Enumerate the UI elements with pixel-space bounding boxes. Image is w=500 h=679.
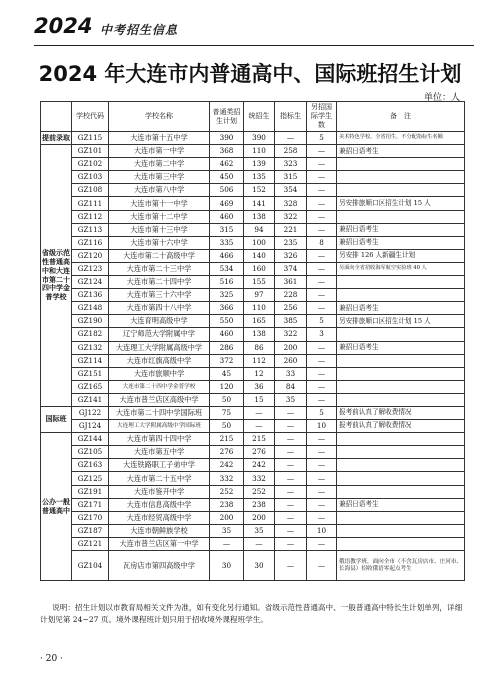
running-header	[34, 14, 474, 46]
general-cell: 534	[210, 262, 244, 275]
unified-cell: 276	[244, 446, 275, 459]
code-cell: GZ108	[72, 184, 109, 197]
intl-cell: —	[307, 158, 337, 171]
name-cell: 大连理工大学附属高级中学国际班	[109, 420, 210, 433]
intl-cell: —	[307, 393, 337, 406]
note-cell: 报考前认真了解收费情况	[337, 420, 465, 433]
general-cell: 238	[210, 498, 244, 511]
code-cell: GZ182	[72, 328, 109, 341]
general-cell: 50	[210, 393, 244, 406]
intl-cell: —	[307, 459, 337, 472]
quota-cell: 33	[275, 367, 307, 380]
name-cell: 大连市第十六中学	[109, 236, 210, 249]
table-row	[41, 171, 465, 184]
table-header-row	[41, 102, 465, 132]
table-row	[41, 446, 465, 459]
intl-cell: —	[307, 262, 337, 275]
note-cell: 另安排 126 人新疆生计划	[337, 249, 465, 262]
header-code: 学校代码	[72, 102, 109, 132]
category-cell: 公办一般普通高中	[41, 433, 72, 581]
note-cell: 俄语教学班，面向全市（不含瓦房店市、庄河市、长海县）招收俄语零起点考生	[337, 551, 465, 581]
general-cell: 120	[210, 380, 244, 393]
general-cell: 332	[210, 472, 244, 485]
general-cell: 516	[210, 276, 244, 289]
page-title: 2024 年大连市内普通高中、国际班招生计划	[38, 62, 462, 86]
unified-cell: 139	[244, 158, 275, 171]
intl-cell: —	[307, 354, 337, 367]
code-cell: GZ123	[72, 262, 109, 275]
unified-cell: 86	[244, 341, 275, 354]
code-cell: GZ132	[72, 341, 109, 354]
quota-cell: 221	[275, 223, 307, 236]
quota-cell: —	[275, 537, 307, 550]
intl-cell: —	[307, 249, 337, 262]
table-row	[41, 315, 465, 328]
note-cell: 报考前认真了解收费情况	[337, 406, 465, 419]
intl-cell: —	[307, 537, 337, 550]
unified-cell: 36	[244, 380, 275, 393]
name-cell: 大连市第十五中学	[109, 132, 210, 145]
intl-cell: —	[307, 197, 337, 210]
unified-cell: 15	[244, 393, 275, 406]
intl-cell: —	[307, 433, 337, 446]
note-cell	[337, 485, 465, 498]
quota-cell: —	[275, 420, 307, 433]
unified-cell: 140	[244, 249, 275, 262]
table-row	[41, 420, 465, 433]
unified-cell: 160	[244, 262, 275, 275]
name-cell: 大连育明高级中学	[109, 315, 210, 328]
quota-cell: 260	[275, 354, 307, 367]
table-row	[41, 511, 465, 524]
table-row	[41, 145, 465, 158]
note-cell	[337, 433, 465, 446]
name-cell: 大连市第五中学	[109, 446, 210, 459]
name-cell: 大连理工大学附属高级中学	[109, 341, 210, 354]
note-cell	[337, 158, 465, 171]
intl-cell: —	[307, 551, 337, 581]
general-cell: 252	[210, 485, 244, 498]
note-cell	[337, 446, 465, 459]
unified-cell: 200	[244, 511, 275, 524]
code-cell: GZ101	[72, 145, 109, 158]
note-cell: 另面向全省招收海军航空实验班 40 人	[337, 262, 465, 275]
code-cell: GZ103	[72, 171, 109, 184]
table-row	[41, 262, 465, 275]
intl-cell: —	[307, 485, 337, 498]
name-cell: 大连市第二十高级中学	[109, 249, 210, 262]
note-cell	[337, 210, 465, 223]
unified-cell: 112	[244, 354, 275, 367]
code-cell: GZ165	[72, 380, 109, 393]
code-cell: GZ144	[72, 433, 109, 446]
header-year: 2024	[34, 14, 93, 38]
code-cell: GZ170	[72, 511, 109, 524]
general-cell: 550	[210, 315, 244, 328]
general-cell: 35	[210, 524, 244, 537]
note-cell	[337, 524, 465, 537]
unified-cell: 12	[244, 367, 275, 380]
table-row	[41, 289, 465, 302]
unified-cell: 110	[244, 302, 275, 315]
general-cell: 462	[210, 158, 244, 171]
quota-cell: —	[275, 498, 307, 511]
table-body	[41, 132, 465, 581]
name-cell: 大连市信息高级中学	[109, 498, 210, 511]
table-row	[41, 393, 465, 406]
intl-cell: —	[307, 367, 337, 380]
name-cell: 大连市第四十四中学	[109, 433, 210, 446]
intl-cell: —	[307, 276, 337, 289]
general-cell: 325	[210, 289, 244, 302]
intl-cell: —	[307, 145, 337, 158]
note-cell: 兼招日语考生	[337, 341, 465, 354]
name-cell: 大连铁路职工子弟中学	[109, 459, 210, 472]
intl-cell: —	[307, 289, 337, 302]
general-cell: 372	[210, 354, 244, 367]
quota-cell: 323	[275, 158, 307, 171]
note-cell	[337, 171, 465, 184]
table-row	[41, 459, 465, 472]
unified-cell: 252	[244, 485, 275, 498]
header-intl: 另招国际学生数	[307, 102, 337, 132]
general-cell: 200	[210, 511, 244, 524]
unified-cell: 215	[244, 433, 275, 446]
table-row	[41, 367, 465, 380]
general-cell: 75	[210, 406, 244, 419]
general-cell: 469	[210, 197, 244, 210]
general-cell: 390	[210, 132, 244, 145]
name-cell: 大连市第八中学	[109, 184, 210, 197]
general-cell: 215	[210, 433, 244, 446]
note-cell: 兼招日语考生	[337, 498, 465, 511]
code-cell: GZ121	[72, 537, 109, 550]
quota-cell: 235	[275, 236, 307, 249]
name-cell: 辽宁师范大学附属中学	[109, 328, 210, 341]
quota-cell: —	[275, 472, 307, 485]
note-cell	[337, 354, 465, 367]
code-cell: GZ141	[72, 393, 109, 406]
quota-cell: —	[275, 551, 307, 581]
general-cell: 30	[210, 551, 244, 581]
code-cell: GZ113	[72, 223, 109, 236]
note-cell	[337, 537, 465, 550]
unified-cell: 100	[244, 236, 275, 249]
quota-cell: 354	[275, 184, 307, 197]
category-cell: 国际班	[41, 406, 72, 432]
quota-cell: 200	[275, 341, 307, 354]
note-cell	[337, 367, 465, 380]
note-cell: 兼招日语考生	[337, 145, 465, 158]
quota-cell: 385	[275, 315, 307, 328]
note-cell	[337, 276, 465, 289]
intl-cell: 10	[307, 524, 337, 537]
general-cell: 460	[210, 328, 244, 341]
quota-cell: 258	[275, 145, 307, 158]
note-cell: 兼招日语考生	[337, 236, 465, 249]
name-cell: 大连市第十一中学	[109, 197, 210, 210]
code-cell: GZ120	[72, 249, 109, 262]
name-cell: 大连市朝鲜族学校	[109, 524, 210, 537]
header-section: 中考招生信息	[100, 23, 179, 37]
quota-cell: 35	[275, 393, 307, 406]
table-row	[41, 524, 465, 537]
table-row	[41, 354, 465, 367]
unit-label: 单位：人	[423, 93, 460, 103]
unified-cell: 152	[244, 184, 275, 197]
note-cell	[337, 459, 465, 472]
page-number: · 20 ·	[40, 654, 63, 664]
unified-cell: —	[244, 537, 275, 550]
name-cell: 大连市鉴开中学	[109, 485, 210, 498]
code-cell: GZ171	[72, 498, 109, 511]
code-cell: GZ148	[72, 302, 109, 315]
unified-cell: 35	[244, 524, 275, 537]
code-cell: GZ136	[72, 289, 109, 302]
unified-cell: 94	[244, 223, 275, 236]
name-cell: 瓦房店市第四高级中学	[109, 551, 210, 581]
intl-cell: —	[307, 341, 337, 354]
note-cell: 另安排旅顺口区招生计划 15 人	[337, 197, 465, 210]
note-cell	[337, 184, 465, 197]
intl-cell: —	[307, 380, 337, 393]
table-row	[41, 276, 465, 289]
unified-cell: 110	[244, 145, 275, 158]
note-cell	[337, 393, 465, 406]
intl-cell: —	[307, 210, 337, 223]
quota-cell: 328	[275, 197, 307, 210]
table-row	[41, 236, 465, 249]
general-cell: 315	[210, 223, 244, 236]
name-cell: 大连市第三中学	[109, 171, 210, 184]
general-cell: —	[210, 537, 244, 550]
table-row	[41, 498, 465, 511]
name-cell: 大连市第二中学	[109, 158, 210, 171]
general-cell: 466	[210, 249, 244, 262]
table-row	[41, 184, 465, 197]
intl-cell: —	[307, 184, 337, 197]
unified-cell: 138	[244, 210, 275, 223]
unified-cell: 332	[244, 472, 275, 485]
general-cell: 506	[210, 184, 244, 197]
quota-cell: 84	[275, 380, 307, 393]
table-row	[41, 158, 465, 171]
intl-cell: 8	[307, 236, 337, 249]
code-cell: GZ111	[72, 197, 109, 210]
quota-cell: —	[275, 459, 307, 472]
general-cell: 45	[210, 367, 244, 380]
name-cell: 大连市红旗高级中学	[109, 354, 210, 367]
intl-cell: —	[307, 171, 337, 184]
unified-cell: 155	[244, 276, 275, 289]
intl-cell: —	[307, 472, 337, 485]
general-cell: 242	[210, 459, 244, 472]
unified-cell: —	[244, 420, 275, 433]
general-cell: 368	[210, 145, 244, 158]
table-row	[41, 537, 465, 550]
quota-cell: —	[275, 511, 307, 524]
note-cell: 美术特色学校。全省招生，不分配指标生名额	[337, 132, 465, 145]
code-cell: GZ124	[72, 276, 109, 289]
name-cell: 大连市第二十四中学国际班	[109, 406, 210, 419]
quota-cell: 374	[275, 262, 307, 275]
name-cell: 大连市第二十三中学	[109, 262, 210, 275]
note-cell	[337, 472, 465, 485]
unified-cell: 135	[244, 171, 275, 184]
note-cell: 兼招日语考生	[337, 302, 465, 315]
footnote: 说明：招生计划以市教育局相关文件为准，如有变化另行通知。省级示范性普通高中、一般普通高中特长生计划单列，详细计划见第 24~27 页。境外课程班计划只用于招收境外课程班学生。	[40, 603, 463, 624]
general-cell: 366	[210, 302, 244, 315]
code-cell: GZ112	[72, 210, 109, 223]
intl-cell: —	[307, 498, 337, 511]
quota-cell: —	[275, 132, 307, 145]
code-cell: GJ124	[72, 420, 109, 433]
unified-cell: 138	[244, 328, 275, 341]
table-row	[41, 249, 465, 262]
name-cell: 大连市普兰店区高级中学	[109, 393, 210, 406]
table-row	[41, 302, 465, 315]
name-cell: 大连市普兰店区第一中学	[109, 537, 210, 550]
code-cell: GZ125	[72, 472, 109, 485]
table-row	[41, 197, 465, 210]
note-cell	[337, 380, 465, 393]
quota-cell: 326	[275, 249, 307, 262]
enrollment-plan-table	[40, 101, 465, 581]
code-cell: GZ115	[72, 132, 109, 145]
name-cell: 大连市第二十四中学金普学校	[109, 380, 210, 393]
name-cell: 大连市第二十四中学	[109, 276, 210, 289]
code-cell: GZ105	[72, 446, 109, 459]
intl-cell: 5	[307, 132, 337, 145]
code-cell: GZ151	[72, 367, 109, 380]
quota-cell: 256	[275, 302, 307, 315]
note-cell	[337, 289, 465, 302]
code-cell: GZ187	[72, 524, 109, 537]
note-cell	[337, 511, 465, 524]
table-row	[41, 328, 465, 341]
general-cell: 335	[210, 236, 244, 249]
intl-cell: 10	[307, 420, 337, 433]
intl-cell: —	[307, 223, 337, 236]
table-row	[41, 472, 465, 485]
code-cell: GZ191	[72, 485, 109, 498]
unified-cell: 97	[244, 289, 275, 302]
quota-cell: 322	[275, 328, 307, 341]
quota-cell: —	[275, 446, 307, 459]
table-row	[41, 223, 465, 236]
intl-cell: —	[307, 446, 337, 459]
intl-cell: 5	[307, 406, 337, 419]
quota-cell: 315	[275, 171, 307, 184]
table-row	[41, 132, 465, 145]
header-category	[41, 102, 72, 132]
table-row	[41, 380, 465, 393]
code-cell: GZ114	[72, 354, 109, 367]
code-cell: GZ116	[72, 236, 109, 249]
name-cell: 大连市第十二中学	[109, 210, 210, 223]
general-cell: 286	[210, 341, 244, 354]
name-cell: 大连市经贸高级中学	[109, 511, 210, 524]
note-cell	[337, 328, 465, 341]
unified-cell: —	[244, 406, 275, 419]
intl-cell: 5	[307, 315, 337, 328]
header-note: 备 注	[337, 102, 465, 132]
table-row	[41, 406, 465, 419]
general-cell: 450	[210, 171, 244, 184]
general-cell: 460	[210, 210, 244, 223]
intl-cell: —	[307, 302, 337, 315]
quota-cell: 228	[275, 289, 307, 302]
quota-cell: —	[275, 433, 307, 446]
note-cell: 兼招日语考生	[337, 223, 465, 236]
header-general: 普通类招生计划	[210, 102, 244, 132]
unified-cell: 30	[244, 551, 275, 581]
table-row	[41, 210, 465, 223]
code-cell: GZ190	[72, 315, 109, 328]
header-unified: 统招生	[244, 102, 275, 132]
table-row	[41, 341, 465, 354]
unified-cell: 242	[244, 459, 275, 472]
header-quota: 指标生	[275, 102, 307, 132]
quota-cell: —	[275, 406, 307, 419]
table-row	[41, 485, 465, 498]
general-cell: 276	[210, 446, 244, 459]
general-cell: 50	[210, 420, 244, 433]
unified-cell: 165	[244, 315, 275, 328]
quota-cell: 361	[275, 276, 307, 289]
note-cell: 另安排旅顺口区招生计划 15 人	[337, 315, 465, 328]
category-cell: 提前录取	[41, 132, 72, 145]
name-cell: 大连市第三十六中学	[109, 289, 210, 302]
quota-cell: 322	[275, 210, 307, 223]
code-cell: GZ104	[72, 551, 109, 581]
code-cell: GJ122	[72, 406, 109, 419]
table-row	[41, 551, 465, 581]
quota-cell: —	[275, 524, 307, 537]
name-cell: 大连市第一中学	[109, 145, 210, 158]
intl-cell: —	[307, 511, 337, 524]
intl-cell: 3	[307, 328, 337, 341]
name-cell: 大连市第二十五中学	[109, 472, 210, 485]
header-name: 学校名称	[109, 102, 210, 132]
unified-cell: 141	[244, 197, 275, 210]
table-row	[41, 433, 465, 446]
unified-cell: 390	[244, 132, 275, 145]
unified-cell: 238	[244, 498, 275, 511]
quota-cell: —	[275, 485, 307, 498]
name-cell: 大连市第十三中学	[109, 223, 210, 236]
name-cell: 大连市第四十八中学	[109, 302, 210, 315]
category-cell: 省级示范性普通高中和大连市第二十四中学金普学校	[41, 145, 72, 407]
name-cell: 大连市旅顺中学	[109, 367, 210, 380]
code-cell: GZ102	[72, 158, 109, 171]
code-cell: GZ163	[72, 459, 109, 472]
